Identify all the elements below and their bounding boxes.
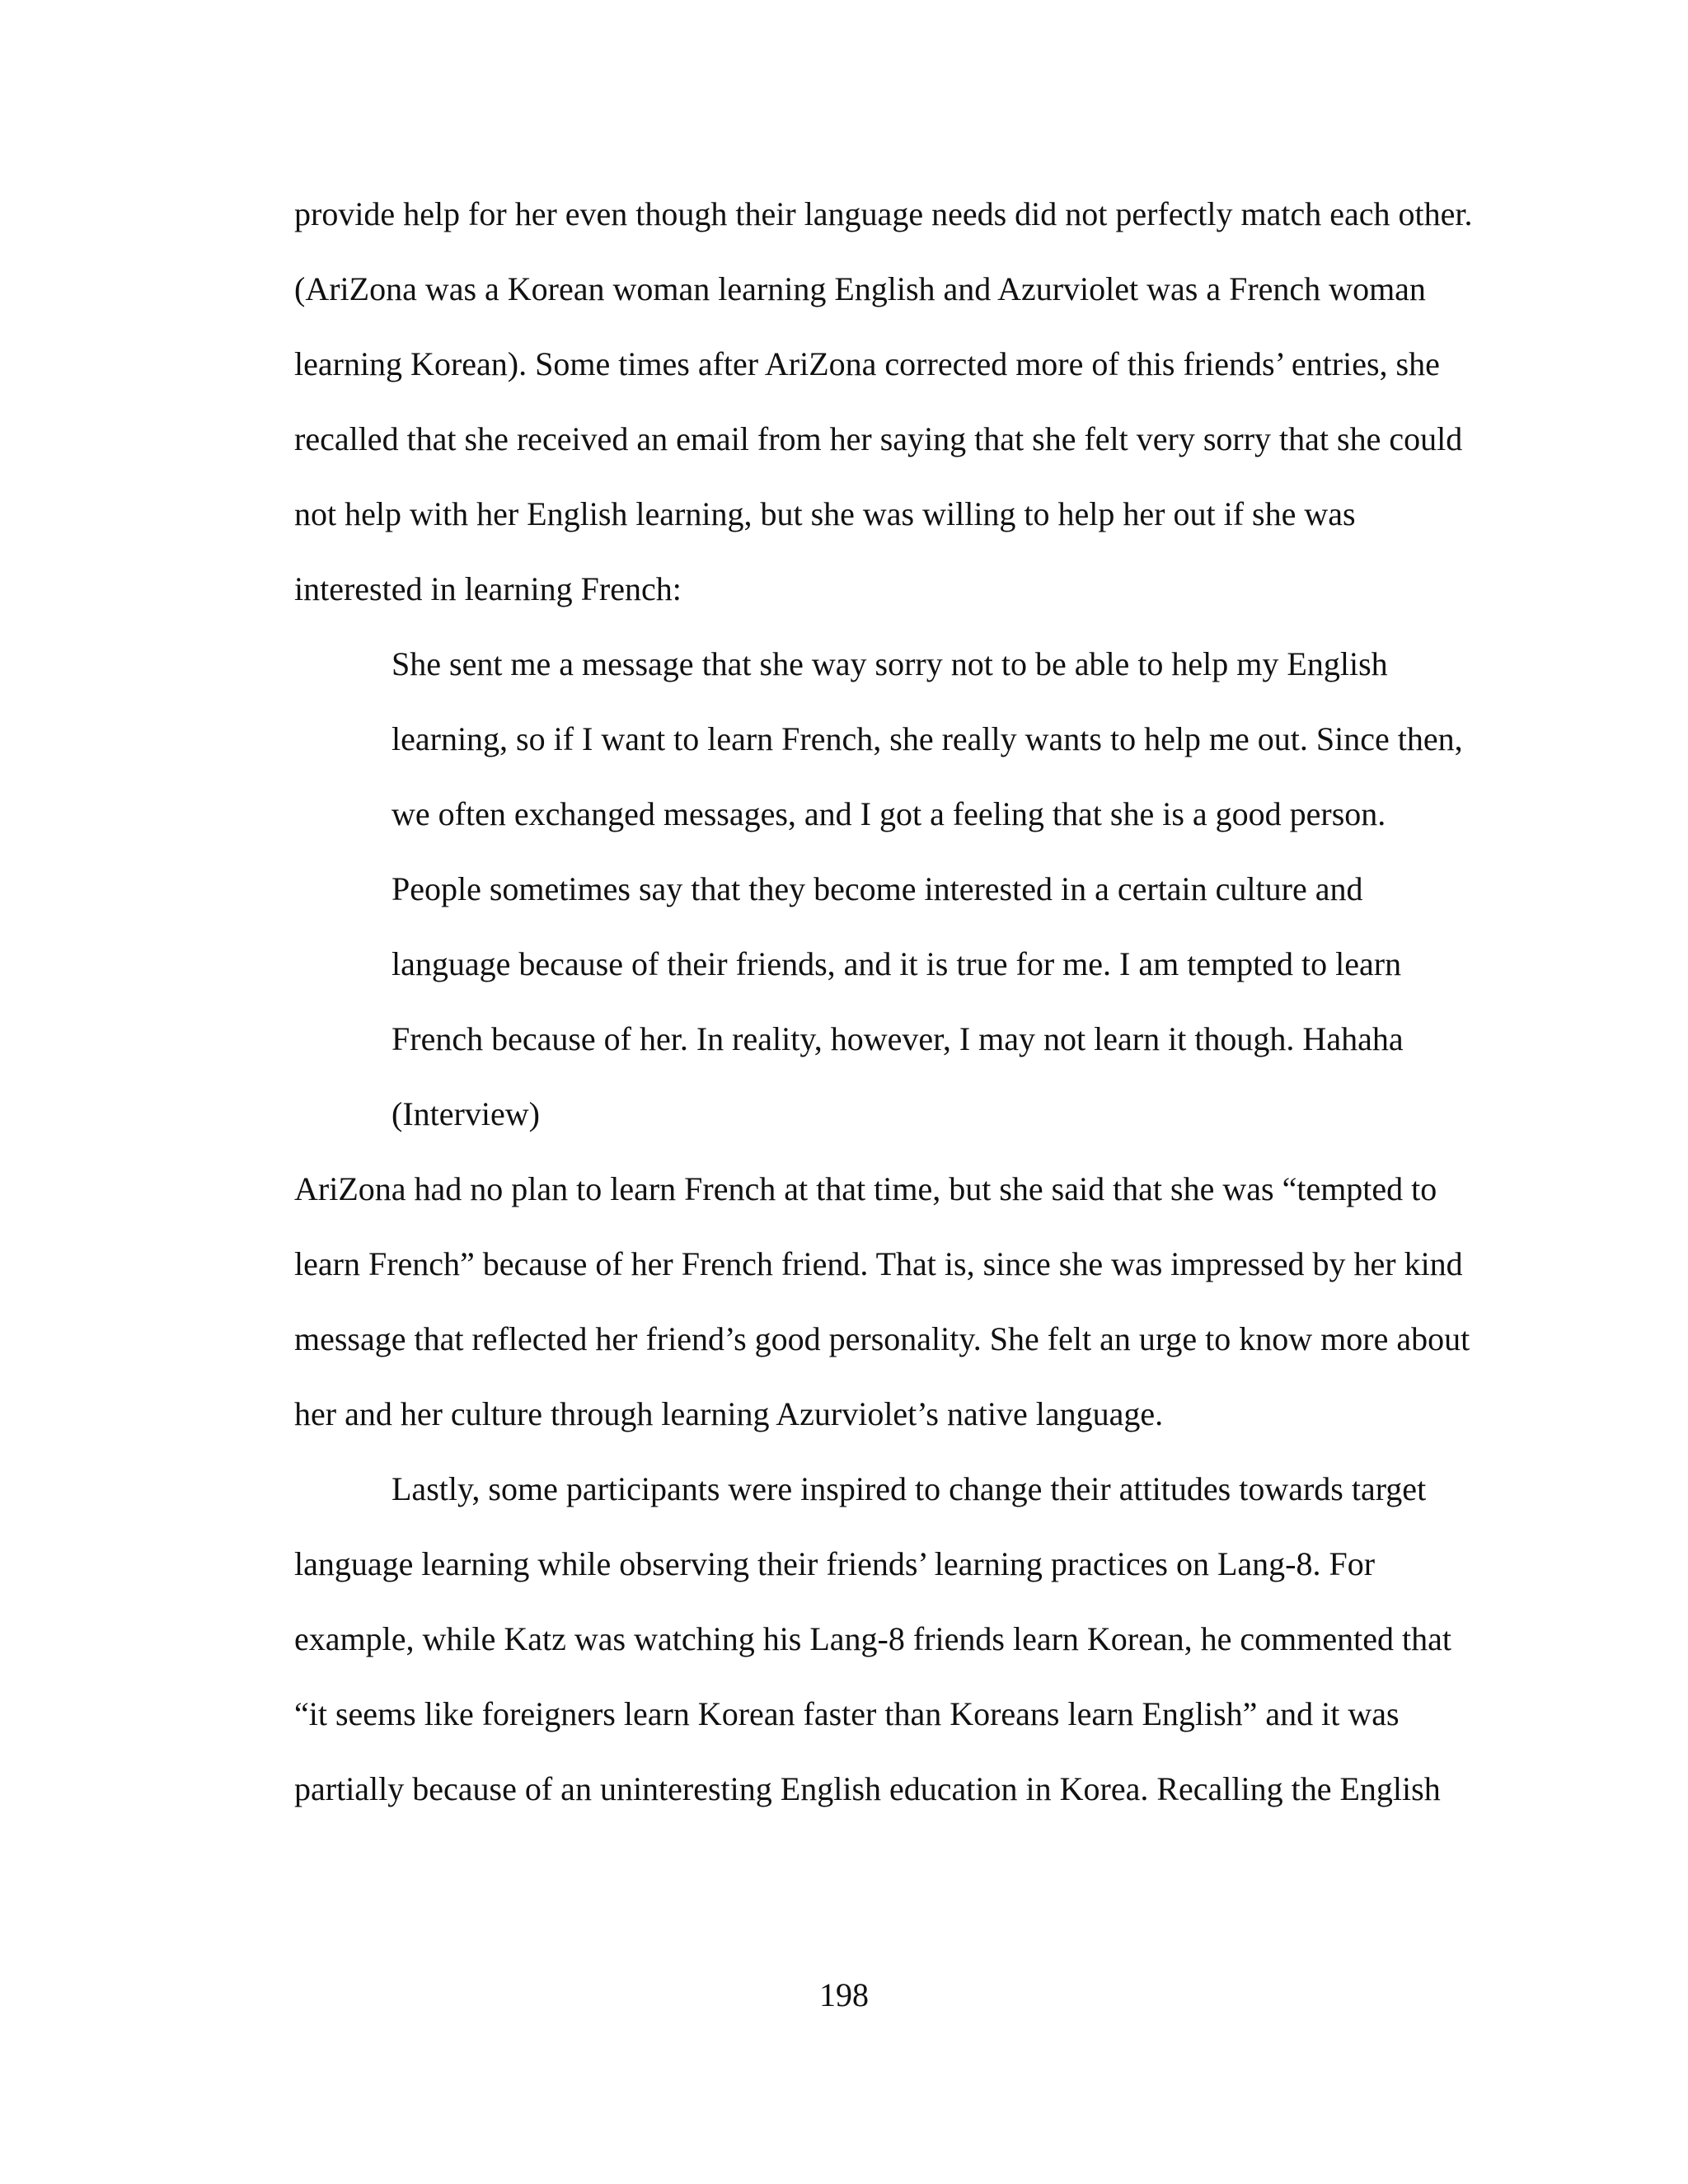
- body-line: provide help for her even though their language needs did not perfectly match each other.: [294, 195, 1473, 232]
- quote-citation: (Interview): [392, 1095, 540, 1132]
- body-line: language learning while observing their friends’ learning practices on Lang-8. For: [294, 1545, 1376, 1582]
- body-line: her and her culture through learning Azurviolet’s native language.: [294, 1395, 1164, 1432]
- body-line: message that reflected her friend’s good personality. She felt an urge to know more about: [294, 1320, 1470, 1357]
- quote-line: She sent me a message that she way sorry not to be able to help my English: [392, 645, 1388, 682]
- body-line: interested in learning French:: [294, 570, 682, 607]
- page-number: 198: [819, 1976, 869, 2013]
- body-line: AriZona had no plan to learn French at that time, but she said that she was “tempted to: [294, 1170, 1437, 1207]
- body-line: partially because of an uninteresting English education in Korea. Recalling the English: [294, 1770, 1441, 1807]
- body-line: (AriZona was a Korean woman learning English and Azurviolet was a French woman: [294, 270, 1426, 307]
- body-line: “it seems like foreigners learn Korean faster than Koreans learn English” and it was: [294, 1695, 1400, 1732]
- quote-line: language because of their friends, and it is true for me. I am tempted to learn: [392, 945, 1402, 982]
- body-line: learning Korean). Some times after AriZona corrected more of this friends’ entries, she: [294, 345, 1440, 382]
- quote-line: French because of her. In reality, however, I may not learn it though. Hahaha: [392, 1020, 1404, 1057]
- body-line: learn French” because of her French friend. That is, since she was impressed by her kind: [294, 1245, 1463, 1282]
- quote-line: learning, so if I want to learn French, she really wants to help me out. Since then,: [392, 720, 1463, 757]
- paragraph-first-line: Lastly, some participants were inspired to change their attitudes towards target: [392, 1470, 1427, 1507]
- body-line: recalled that she received an email from her saying that she felt very sorry that she could: [294, 420, 1463, 457]
- quote-line: we often exchanged messages, and I got a feeling that she is a good person.: [392, 795, 1386, 832]
- body-line: example, while Katz was watching his Lang-8 friends learn Korean, he commented that: [294, 1620, 1451, 1657]
- quote-line: People sometimes say that they become interested in a certain culture and: [392, 870, 1363, 907]
- body-line: not help with her English learning, but she was willing to help her out if she was: [294, 495, 1356, 532]
